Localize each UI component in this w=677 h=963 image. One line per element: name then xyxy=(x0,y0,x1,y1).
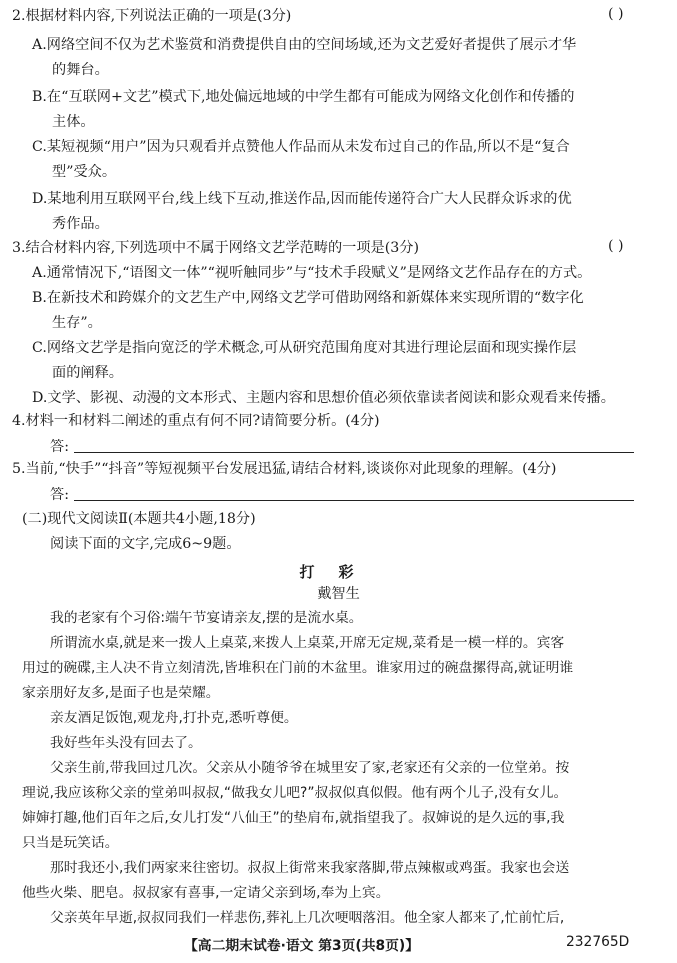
story-line: 我好些年头没有回去了。 xyxy=(50,735,202,751)
story-line: 父亲生前,带我回过几次。父亲从小随爷爷在城里安了家,老家还有父亲的一位堂弟。按 xyxy=(50,760,570,776)
story-line: 家亲朋好友多,是面子也是荣耀。 xyxy=(22,685,220,701)
q2-option-c: C.某短视频“用户”因为只观看并点赞他人作品而从未发布过自己的作品,所以不是“复合 xyxy=(32,139,570,155)
q2-option-b-cont: 主体。 xyxy=(52,114,95,130)
section-instruction: 阅读下面的文字,完成6~9题。 xyxy=(50,536,241,552)
page-footer: 【高二期末试卷·语文 第3页(共8页)】 xyxy=(184,938,420,954)
q4-answer-line[interactable] xyxy=(74,452,634,453)
story-line: 父亲英年早逝,叔叔同我们一样悲伤,葬礼上几次哽咽落泪。他全家人都来了,忙前忙后, xyxy=(50,910,565,926)
q3-option-c: C.网络文艺学是指向宽泛的学术概念,可从研究范围角度对其进行理论层面和现实操作层 xyxy=(32,340,577,356)
story-line: 婶婶打趣,他们百年之后,女儿打发“八仙王”的垫肩布,就指望我了。叔婶说的是久远的事,我 xyxy=(22,810,565,826)
story-title: 打彩 xyxy=(299,563,378,581)
story-line: 用过的碗碟,主人决不肯立刻清洗,皆堆积在门前的木盆里。谁家用过的碗盘摞得高,就证明谁 xyxy=(22,660,574,676)
q2-option-c-cont: 型”受众。 xyxy=(52,164,117,180)
q4-stem: 4.材料一和材料二阐述的重点有何不同?请简要分析。(4分) xyxy=(12,413,380,429)
exam-code: 232765D xyxy=(566,934,630,950)
q3-option-a: A.通常情况下,“语图文一体”“视听触同步”与“技术手段赋义”是网络文艺作品存在的方式。 xyxy=(32,265,592,281)
q5-answer-label: 答: xyxy=(50,487,69,503)
q5-stem: 5.当前,“快手”“抖音”等短视频平台发展迅猛,请结合材料,谈谈你对此现象的理解。(4分) xyxy=(12,461,557,477)
story-line: 那时我还小,我们两家来往密切。叔叔上街常来我家落脚,带点辣椒或鸡蛋。我家也会送 xyxy=(50,860,570,876)
story-author: 戴智生 xyxy=(317,586,360,602)
section-heading: (二)现代文阅读Ⅱ(本题共4小题,18分) xyxy=(22,511,256,527)
q2-option-d-cont: 秀作品。 xyxy=(52,216,109,232)
q2-option-b: B.在“互联网+文艺”模式下,地处偏远地域的中学生都有可能成为网络文化创作和传播的 xyxy=(32,89,575,105)
q2-option-a: A.网络空间不仅为艺术鉴赏和消费提供自由的空间场域,还为文艺爱好者提供了展示才华 xyxy=(32,37,577,53)
story-line: 亲友酒足饭饱,观龙舟,打扑克,悉听尊便。 xyxy=(50,710,298,726)
q3-option-b-cont: 生存”。 xyxy=(52,315,102,331)
story-line: 只当是玩笑话。 xyxy=(22,835,119,851)
q3-stem: 3.结合材料内容,下列选项中不属于网络文艺学范畴的一项是(3分) xyxy=(12,240,420,256)
story-line: 理说,我应该称父亲的堂弟叫叔叔,“做我女儿吧?”叔叔似真似假。他有两个儿子,没有女儿。 xyxy=(22,785,568,801)
q3-option-b: B.在新技术和跨媒介的文艺生产中,网络文艺学可借助网络和新媒体来实现所谓的“数字化 xyxy=(32,290,584,306)
story-line: 他些火柴、肥皂。叔叔家有喜事,一定请父亲到场,奉为上宾。 xyxy=(22,885,390,901)
q2-answer-paren: ( ) xyxy=(608,6,624,22)
q2-stem: 2.根据材料内容,下列说法正确的一项是(3分) xyxy=(12,8,292,24)
q5-answer-line[interactable] xyxy=(74,500,634,501)
q3-option-d: D.文学、影视、动漫的文本形式、主题内容和思想价值必须依靠读者阅读和影众观看来传播。 xyxy=(32,390,615,406)
story-line: 我的老家有个习俗:端午节宴请亲友,摆的是流水桌。 xyxy=(50,610,363,626)
q2-option-a-cont: 的舞台。 xyxy=(52,62,109,78)
q3-answer-paren: ( ) xyxy=(608,238,624,254)
q4-answer-label: 答: xyxy=(50,439,69,455)
story-line: 所谓流水桌,就是来一拨人上桌菜,来拨人上桌菜,开席无定规,菜肴是一模一样的。宾客 xyxy=(50,635,565,651)
q2-option-d: D.某地利用互联网平台,线上线下互动,推送作品,因而能传递符合广大人民群众诉求的优 xyxy=(32,191,572,207)
q3-option-c-cont: 面的阐释。 xyxy=(52,365,123,381)
